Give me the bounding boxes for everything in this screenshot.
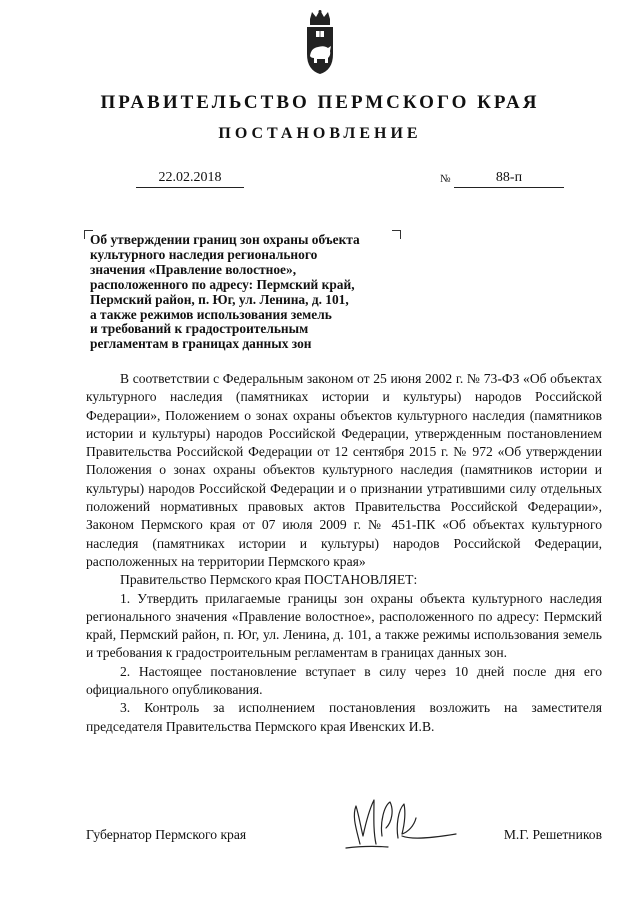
subject-line: и требований к градостроительным: [90, 321, 309, 337]
subject-line: культурного наследия регионального: [90, 246, 318, 262]
organization-title: ПРАВИТЕЛЬСТВО ПЕРМСКОГО КРАЯ: [100, 92, 540, 113]
paragraph-resolves: Правительство Пермского края ПОСТАНОВЛЯЕТ:: [120, 572, 418, 588]
handwritten-signature: [332, 792, 462, 862]
paragraph-item-1: 1. Утвердить прилагаемые границы зон охраны объекта культурного наследия регионального значения «Правление волостное», расположенного по адресу: Пермский край, Пермский район, п. Юг, ул. Ленина, д. 101, а также режимы использования земель и требования к градостроительным регламентам в границах данных зон.: [86, 590, 602, 661]
subject-line: расположенного по адресу: Пермский край,: [90, 276, 355, 292]
paragraph-item-3: 3. Контроль за исполнением постановления возложить на заместителя председателя Правительства Пермского края Ивенских И.В.: [86, 700, 602, 734]
paragraph-preamble: В соответствии с Федеральным законом от 25 июня 2002 г. № 73-ФЗ «Об объектах культурного наследия (памятниках истории и культуры) народов Российской Федерации», Положением о зонах охраны объектов культурного наследия (памятников истории и культуры) народов Российской Федерации, утвержденным постановлением Правительства Российской Федерации от 12 сентября 2015 г. № 972 «Об утверждении Положения о зонах охраны объектов культурного наследия (памятников истории и культуры) народов Российской Федерации и о признании утратившими силу отдельных положений нормативных правовых актов Правительства Российской Федерации», Законом Пермского края от 07 июля 2009 г. № 451-ПК «Об объектах культурного наследия (памятниках истории и культуры) народов Российской Федерации, расположенных на территории Пермского края»: [86, 371, 602, 569]
subject-line: Пермский район, п. Юг, ул. Ленина, д. 101,: [90, 291, 349, 307]
document-subject: [90, 233, 410, 352]
number-sign: №: [440, 173, 451, 185]
document-body: [86, 370, 602, 736]
subject-line: регламентам в границах данных зон: [90, 336, 312, 352]
subject-line: Об утверждении границ зон охраны объекта: [90, 232, 360, 247]
signatory-title: Губернатор Пермского края: [86, 827, 247, 842]
paragraph-item-2: 2. Настоящее постановление вступает в силу через 10 дней после дня его официального опубликования.: [86, 663, 602, 698]
coat-of-arms-icon: [298, 10, 342, 76]
document-number: 88-п: [454, 170, 564, 188]
signatory-name: М.Г. Решетников: [503, 827, 602, 842]
document-date: 22.02.2018: [136, 170, 244, 188]
subject-line: а также режимов использования земель: [90, 306, 332, 322]
subject-line: значения «Правление волостное»,: [90, 261, 297, 277]
document-type: ПОСТАНОВЛЕНИЕ: [218, 125, 422, 142]
